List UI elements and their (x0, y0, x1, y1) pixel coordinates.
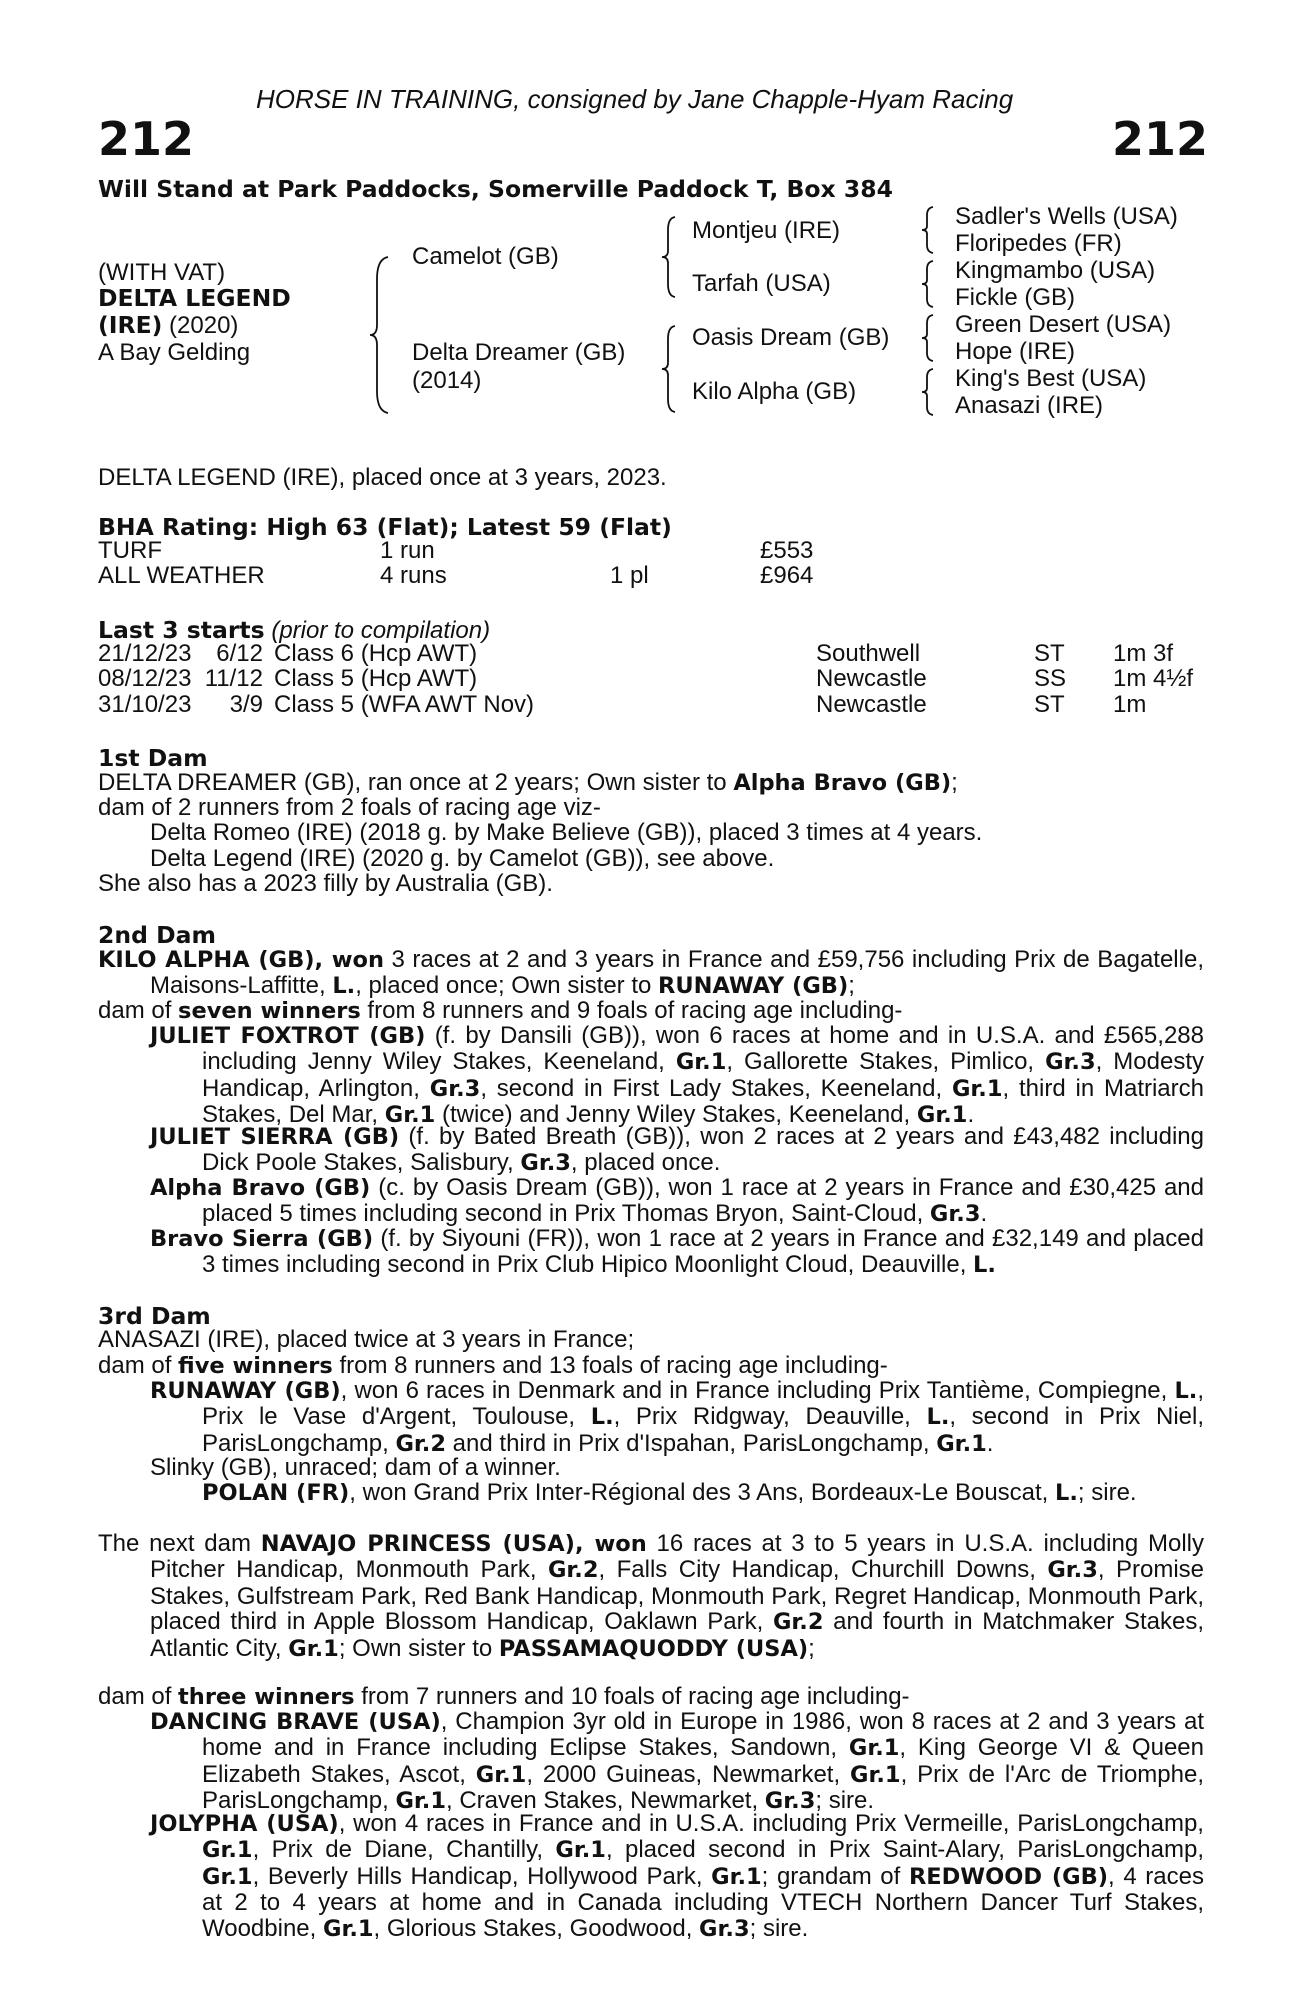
first-dam-foal-romeo: Delta Romeo (IRE) (2018 g. by Make Believe (GB)), placed 3 times at 4 years. (150, 819, 983, 846)
winners-count: three winners (178, 1684, 355, 1710)
bha-surface: TURF (98, 537, 162, 564)
start-race: Class 6 (Hcp AWT) (274, 640, 478, 667)
bha-placed: 1 pl (610, 562, 649, 590)
record-text: , Falls City Handicap, Churchill Downs, (598, 1556, 1048, 1584)
progeny-runaway (150, 1377, 1204, 1457)
stand-location: Will Stand at Park Paddocks, Somerville Paddock T, Box 384 (98, 175, 893, 203)
grade-label: Gr.3 (929, 1201, 981, 1228)
record-text: , Modesty Handicap, Arlington, (202, 1048, 1204, 1102)
record-text: , won 4 races in France and in U.S.A. including Prix Vermeille, ParisLongchamp, (338, 1810, 1204, 1837)
record-text: , Beverly Hills Handicap, Hollywood Park, (252, 1862, 712, 1890)
start-date: 21/12/23 (98, 640, 192, 667)
grade-label: Gr.1 (322, 1915, 374, 1942)
grade-label: Gr.1 (675, 1049, 727, 1076)
record-text: , placed once; Own sister to (355, 972, 659, 1000)
grade-label: Gr.3 (520, 1150, 571, 1177)
next-dam-record (98, 1530, 1205, 1662)
start-course: Newcastle (816, 690, 927, 718)
horse-name-bold: JOLYPHA (USA) (150, 1811, 339, 1837)
record-text: from 7 runners and 10 foals of racing age including- (354, 1683, 910, 1710)
pedigree-ddd: Anasazi (IRE) (955, 392, 1104, 419)
start-distance: 1m 4½f (1113, 665, 1194, 693)
pedigree-brace-sire-dam (368, 255, 392, 415)
record-text: , Glorious Stakes, Goodwood, (373, 1914, 700, 1942)
table-row (98, 538, 813, 563)
lot-number-left: 212 (98, 112, 195, 166)
start-date: 31/10/23 (98, 690, 192, 718)
record-text: (f. by Bated Breath (GB)), won 2 races at 2 years and £43,482 including Dick Poole Stakes, Salisbury, (202, 1123, 1204, 1177)
grade-label: Gr.1 (951, 1075, 1003, 1102)
first-dam-title: 1st Dam (98, 744, 208, 772)
record-text: ; sire. (1077, 1479, 1137, 1506)
horse-name-bold: PASSAMAQUODDY (USA) (498, 1635, 809, 1662)
progeny-polan (202, 1480, 1137, 1505)
first-dam-punct: ; (951, 769, 958, 796)
pedigree-brace-sire (660, 215, 678, 299)
pedigree-dds: King's Best (USA) (955, 365, 1147, 392)
bha-prize: £553 (760, 537, 814, 564)
pedigree-dam: Delta Dreamer (GB) (412, 339, 626, 366)
horse-name-bold: Alpha Bravo (GB) (150, 1175, 371, 1201)
progeny-slinky: Slinky (GB), unraced; dam of a winner. (150, 1454, 561, 1481)
start-going: SS (1034, 665, 1067, 693)
record-text: , 4 races at 2 to 4 years at home and in Canada including VTECH Northern Dancer Turf Stakes, Woodbine, (202, 1862, 1204, 1942)
record-text: ; grandam of (761, 1862, 909, 1890)
record-text: dam of (98, 1683, 179, 1710)
record-text: , Prix de Diane, Chantilly, (252, 1836, 556, 1864)
last-starts-note: (prior to compilation) (271, 617, 491, 644)
record-text: , Prix Ridgway, Deauville, (613, 1403, 927, 1431)
record-text: (c. by Oasis Dream (GB)), won 1 race at 2 years in France and £30,425 and placed 5 times including second in Prix Thomas Bryon, Saint-Cloud, (202, 1174, 1205, 1228)
bha-runs: 1 run (380, 537, 435, 564)
record-text: and third in Prix d'Ispahan, ParisLongchamp, (446, 1429, 937, 1457)
pedigree-brace-dam (660, 324, 678, 414)
grade-label: Gr.1 (202, 1837, 253, 1864)
start-race: Class 5 (WFA AWT Nov) (274, 690, 535, 718)
grade-label: Gr.1 (916, 1102, 968, 1129)
record-text: ; (808, 1634, 815, 1662)
table-row (98, 692, 1193, 717)
bha-rating: BHA Rating: High 63 (Flat); Latest 59 (Flat) (98, 513, 672, 541)
record-text: , won 6 races in Denmark and in France including Prix Tantième, Compiegne, (340, 1377, 1175, 1404)
grade-label: Gr.1 (850, 1761, 901, 1788)
pedigree-sds: Kingmambo (USA) (955, 257, 1156, 284)
bha-table (98, 538, 813, 589)
pedigree-sss: Sadler's Wells (USA) (955, 203, 1178, 230)
third-dam-record: ANASAZI (IRE), placed twice at 3 years in France; (98, 1326, 635, 1353)
first-dam-line (98, 770, 958, 795)
grade-label: Gr.1 (936, 1430, 987, 1457)
start-position: 3/9 (229, 690, 263, 718)
start-distance: 1m (1113, 690, 1147, 718)
winners-count: five winners (178, 1353, 333, 1379)
progeny-bravo-sierra (150, 1225, 1204, 1279)
first-dam-foal-legend: Delta Legend (IRE) (2020 g. by Camelot (GB)), see above. (150, 845, 775, 872)
bha-runs: 4 runs (380, 562, 447, 590)
record-text: , second in First Lady Stakes, Keeneland, (480, 1074, 952, 1102)
horse-origin-year (98, 313, 238, 338)
race-summary: DELTA LEGEND (IRE), placed once at 3 years, 2023. (98, 464, 667, 491)
record-text: ; (848, 972, 855, 1000)
record-text: (f. by Siyouni (FR)), won 1 race at 2 years in France and £32,149 and placed 3 times including second in Prix Club Hipico Moonlight Cloud, Deauville, (202, 1225, 1204, 1279)
record-text: from 8 runners and 9 foals of racing age including- (360, 997, 903, 1024)
start-course: Southwell (816, 640, 921, 667)
pedigree-brace-gg3 (920, 313, 936, 363)
pedigree-dsd: Hope (IRE) (955, 338, 1076, 365)
record-text: , King George VI & Queen Elizabeth Stakes, Ascot, (202, 1734, 1204, 1788)
third-dam-title: 3rd Dam (98, 1302, 211, 1330)
record-text: dam of (98, 1352, 179, 1379)
progeny-alpha-bravo (150, 1174, 1205, 1228)
last-starts-table (98, 641, 1193, 717)
record-text: , Prix le Vase d'Argent, Toulouse, (202, 1377, 1204, 1431)
horse-name-bold: DANCING BRAVE (USA) (150, 1709, 441, 1735)
progeny-juliet-sierra (150, 1123, 1204, 1177)
grade-label: L. (590, 1404, 614, 1431)
record-text: ; Own sister to (338, 1634, 499, 1662)
pedigree-sire: Camelot (GB) (412, 243, 559, 270)
pedigree-sire-dam: Tarfah (USA) (692, 270, 831, 297)
record-text: , won Grand Prix Inter-Régional des 3 Ans, Bordeaux-Le Bouscat, (349, 1479, 1056, 1506)
bha-prize: £964 (760, 562, 814, 590)
record-text: (f. by Dansili (GB)), won 6 races at home and in U.S.A. and £565,288 including Jenny Wiley Stakes, Keeneland, (202, 1022, 1204, 1076)
first-dam-sibling: Alpha Bravo (GB) (733, 770, 952, 796)
grade-label: L. (332, 973, 356, 1000)
pedigree-brace-gg1 (920, 205, 936, 255)
grade-label: L. (926, 1404, 950, 1431)
horse-name-bold: RUNAWAY (GB) (150, 1378, 341, 1404)
record-text: , second in Prix Niel, ParisLongchamp, (202, 1403, 1204, 1457)
lot-number-right: 212 (1112, 112, 1209, 166)
next-dam-produce (98, 1684, 910, 1709)
grade-label: Gr.1 (555, 1837, 606, 1864)
start-position: 11/12 (204, 665, 263, 693)
record-text: , placed second in Prix Saint-Alary, ParisLongchamp, (605, 1836, 1204, 1864)
pedigree-ssd: Floripedes (FR) (955, 230, 1122, 257)
grade-label: Gr.1 (475, 1761, 527, 1788)
pedigree-sdd: Fickle (GB) (955, 284, 1075, 311)
horse-name-bold: RUNAWAY (GB) (658, 973, 849, 1000)
record-text: The next dam (98, 1530, 261, 1557)
pedigree-dam-year: (2014) (412, 367, 482, 394)
record-text: , Craven Stakes, Newmarket, (446, 1787, 765, 1815)
record-text: , 2000 Guineas, Newmarket, (526, 1760, 851, 1788)
progeny-jolypha (150, 1810, 1204, 1942)
horse-name-bold: Bravo Sierra (GB) (150, 1226, 374, 1252)
table-row (98, 563, 813, 588)
grade-label: Gr.1 (711, 1863, 762, 1890)
grade-label: L. (973, 1252, 996, 1279)
grade-label: Gr.3 (699, 1915, 750, 1942)
grade-label: Gr.1 (395, 1788, 447, 1815)
record-text: . (986, 1429, 994, 1457)
second-dam-record (98, 946, 1204, 1000)
horse-year: (2020) (169, 312, 239, 339)
bha-placed (610, 538, 760, 563)
grade-label: Gr.2 (772, 1609, 824, 1636)
horse-description: A Bay Gelding (98, 339, 251, 366)
pedigree-dam-sire: Oasis Dream (GB) (692, 324, 890, 351)
record-text: ; sire. (815, 1787, 875, 1815)
start-race: Class 5 (Hcp AWT) (274, 665, 478, 693)
record-text: , third in Matriarch Stakes, Del Mar, (202, 1074, 1204, 1129)
record-text: and fourth in Matchmaker Stakes, Atlantic City, (150, 1608, 1204, 1662)
start-position: 6/12 (216, 640, 263, 667)
horse-name-bold: REDWOOD (GB) (908, 1863, 1109, 1890)
grade-label: Gr.1 (384, 1102, 436, 1129)
record-text: , Gallorette Stakes, Pimlico, (726, 1048, 1046, 1076)
horse-name-bold: JULIET SIERRA (GB) (150, 1124, 400, 1150)
second-dam-title: 2nd Dam (98, 921, 216, 949)
last-starts-title: Last 3 starts (98, 616, 265, 644)
grade-label: Gr.1 (848, 1735, 900, 1762)
record-text: 3 races at 2 and 3 years in France and £59,756 including Prix de Bagatelle, Maisons-Laffitte, (150, 946, 1204, 1000)
start-going: ST (1034, 640, 1065, 667)
horse-name: DELTA LEGEND (98, 284, 291, 312)
record-text: dam of (98, 997, 179, 1024)
record-text: . (967, 1101, 975, 1129)
grade-label: Gr.1 (202, 1863, 253, 1890)
record-text: (twice) and Jenny Wiley Stakes, Keeneland, (435, 1101, 917, 1129)
start-course: Newcastle (816, 665, 927, 693)
pedigree-brace-gg4 (920, 367, 936, 417)
record-text: from 8 runners and 13 foals of racing age including- (332, 1352, 888, 1379)
record-text: , Prix de l'Arc de Triomphe, ParisLongchamp, (202, 1760, 1204, 1815)
grade-label: Gr.1 (288, 1635, 339, 1662)
table-row (98, 666, 1193, 691)
first-dam-text: DELTA DREAMER (GB), ran once at 2 years; Own sister to (98, 769, 734, 796)
horse-name-bold: POLAN (FR) (202, 1480, 350, 1506)
first-dam-filly: She also has a 2023 filly by Australia (GB). (98, 870, 553, 897)
second-dam-produce (98, 998, 902, 1023)
grade-label: Gr.3 (429, 1075, 481, 1102)
grade-label: Gr.3 (1045, 1049, 1096, 1076)
record-text: , placed once. (570, 1149, 721, 1177)
bha-surface: ALL WEATHER (98, 562, 265, 590)
record-text: , Promise Stakes, Gulfstream Park, Red Bank Handicap, Monmouth Park, Regret Handicap, Monmouth Park, placed third in Apple Blossom Handicap, Oaklawn Park, (150, 1556, 1205, 1636)
grade-label: Gr.3 (1047, 1557, 1098, 1584)
horse-name-bold: KILO ALPHA (GB), won (98, 947, 385, 973)
vat-note: (WITH VAT) (98, 259, 226, 286)
consignor-line: HORSE IN TRAINING, consigned by Jane Chapple-Hyam Racing (256, 84, 1014, 114)
grade-label: Gr.2 (395, 1430, 447, 1457)
pedigree-sire-sire: Montjeu (IRE) (692, 217, 841, 244)
pedigree-dam-dam: Kilo Alpha (GB) (692, 378, 857, 405)
table-row (98, 641, 1193, 666)
pedigree-brace-gg2 (920, 259, 936, 309)
horse-origin: (IRE) (98, 311, 163, 339)
horse-name-bold: JULIET FOXTROT (GB) (150, 1023, 426, 1049)
third-dam-produce (98, 1353, 888, 1378)
pedigree-dss: Green Desert (USA) (955, 311, 1172, 338)
record-text: ; sire. (749, 1914, 809, 1942)
start-going: ST (1034, 690, 1065, 718)
grade-label: Gr.2 (547, 1557, 599, 1584)
horse-name-bold: NAVAJO PRINCESS (USA), won (260, 1531, 647, 1557)
grade-label: L. (1174, 1378, 1198, 1404)
record-text: . (980, 1200, 988, 1228)
start-distance: 1m 3f (1113, 640, 1174, 667)
progeny-dancing-brave (150, 1708, 1204, 1815)
record-text: 16 races at 3 to 5 years in U.S.A. including Molly Pitcher Handicap, Monmouth Park, (150, 1530, 1204, 1584)
grade-label: L. (1055, 1480, 1078, 1506)
first-dam-produce: dam of 2 runners from 2 foals of racing age viz- (98, 794, 601, 821)
start-date: 08/12/23 (98, 665, 192, 693)
progeny-juliet-foxtrot (150, 1022, 1204, 1129)
record-text: , Champion 3yr old in Europe in 1986, won 8 races at 2 and 3 years at home and in France including Eclipse Stakes, Sandown, (202, 1708, 1204, 1762)
grade-label: Gr.3 (764, 1788, 816, 1815)
winners-count: seven winners (178, 998, 361, 1024)
